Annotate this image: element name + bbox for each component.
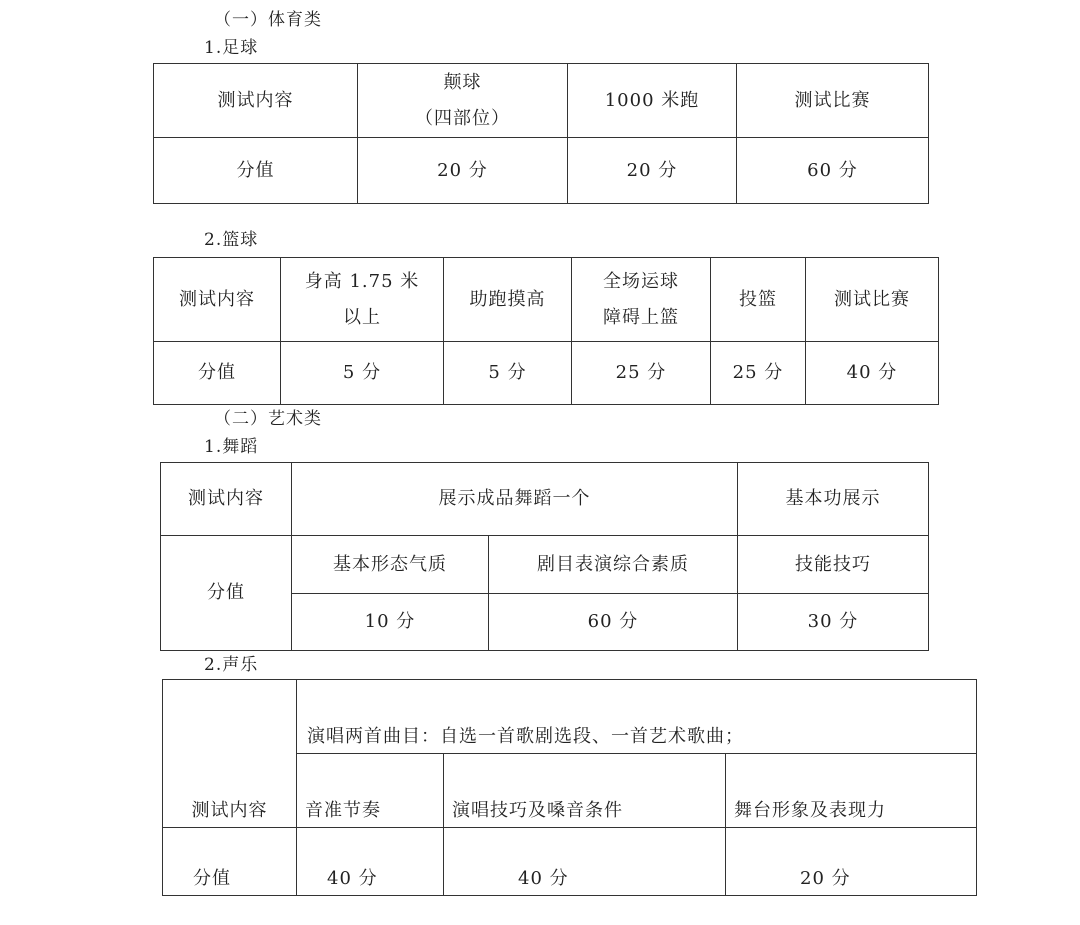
dance-criteria-performance: 剧目表演综合素质	[489, 536, 738, 594]
table-row	[161, 463, 929, 536]
vocal-title: 2.声乐	[204, 655, 259, 675]
dance-header-basics: 基本功展示	[738, 463, 929, 536]
vocal-score-label: 分值	[163, 828, 297, 896]
football-score-label: 分值	[154, 138, 358, 204]
basketball-header-dribble	[572, 258, 711, 342]
vocal-score-pitch: 40 分	[297, 828, 444, 896]
table-row	[154, 258, 939, 342]
basketball-header-height	[281, 258, 444, 342]
section-title-art: （二）艺术类	[214, 409, 322, 429]
basketball-score-shooting: 25 分	[711, 342, 806, 405]
dance-criteria-posture: 基本形态气质	[292, 536, 489, 594]
football-title: 1.足球	[204, 38, 259, 58]
basketball-header-height-line1: 身高 1.75 米	[304, 270, 420, 292]
football-header-juggling-line1: 颠球	[443, 71, 482, 93]
basketball-header-jump: 助跑摸高	[444, 258, 572, 342]
dance-score-label: 分值	[161, 536, 292, 651]
vocal-table	[162, 679, 977, 896]
football-table	[153, 63, 929, 204]
vocal-description: 演唱两首曲目：自选一首歌剧选段、一首艺术歌曲；	[297, 680, 977, 754]
basketball-header-dribble-line1: 全场运球	[603, 270, 679, 292]
basketball-score-match: 40 分	[806, 342, 939, 405]
basketball-score-label: 分值	[154, 342, 281, 405]
vocal-criteria-technique: 演唱技巧及嗓音条件	[444, 754, 726, 828]
football-header-content: 测试内容	[154, 64, 358, 138]
vocal-criteria-stage: 舞台形象及表现力	[726, 754, 977, 828]
football-header-juggling-line2: （四部位）	[415, 107, 510, 129]
basketball-header-match: 测试比赛	[806, 258, 939, 342]
basketball-title: 2.篮球	[204, 230, 259, 250]
basketball-table	[153, 257, 939, 405]
football-score-run: 20 分	[568, 138, 737, 204]
table-row	[161, 536, 929, 594]
basketball-score-height: 5 分	[281, 342, 444, 405]
football-score-match: 60 分	[737, 138, 929, 204]
vocal-score-technique: 40 分	[444, 828, 726, 896]
dance-score-performance: 60 分	[489, 594, 738, 651]
basketball-header-content: 测试内容	[154, 258, 281, 342]
dance-header-piece: 展示成品舞蹈一个	[292, 463, 738, 536]
basketball-header-height-line2: 以上	[343, 306, 381, 328]
table-row	[163, 828, 977, 896]
basketball-header-dribble-line2: 障碍上篮	[603, 306, 679, 328]
basketball-score-jump: 5 分	[444, 342, 572, 405]
football-header-run: 1000 米跑	[568, 64, 737, 138]
dance-header-content: 测试内容	[161, 463, 292, 536]
table-row	[154, 138, 929, 204]
dance-title: 1.舞蹈	[204, 437, 259, 457]
dance-criteria-skills: 技能技巧	[738, 536, 929, 594]
dance-score-posture: 10 分	[292, 594, 489, 651]
vocal-criteria-pitch: 音准节奏	[297, 754, 444, 828]
table-row	[154, 342, 939, 405]
basketball-score-dribble: 25 分	[572, 342, 711, 405]
table-row	[163, 680, 977, 754]
dance-table	[160, 462, 929, 651]
basketball-header-shooting: 投篮	[711, 258, 806, 342]
football-header-match: 测试比赛	[737, 64, 929, 138]
vocal-score-stage: 20 分	[726, 828, 977, 896]
vocal-content-label: 测试内容	[163, 680, 297, 828]
dance-score-skills: 30 分	[738, 594, 929, 651]
section-title-sports: （一）体育类	[214, 10, 322, 30]
football-score-juggling: 20 分	[358, 138, 568, 204]
table-row	[154, 64, 929, 138]
football-header-juggling	[358, 64, 568, 138]
